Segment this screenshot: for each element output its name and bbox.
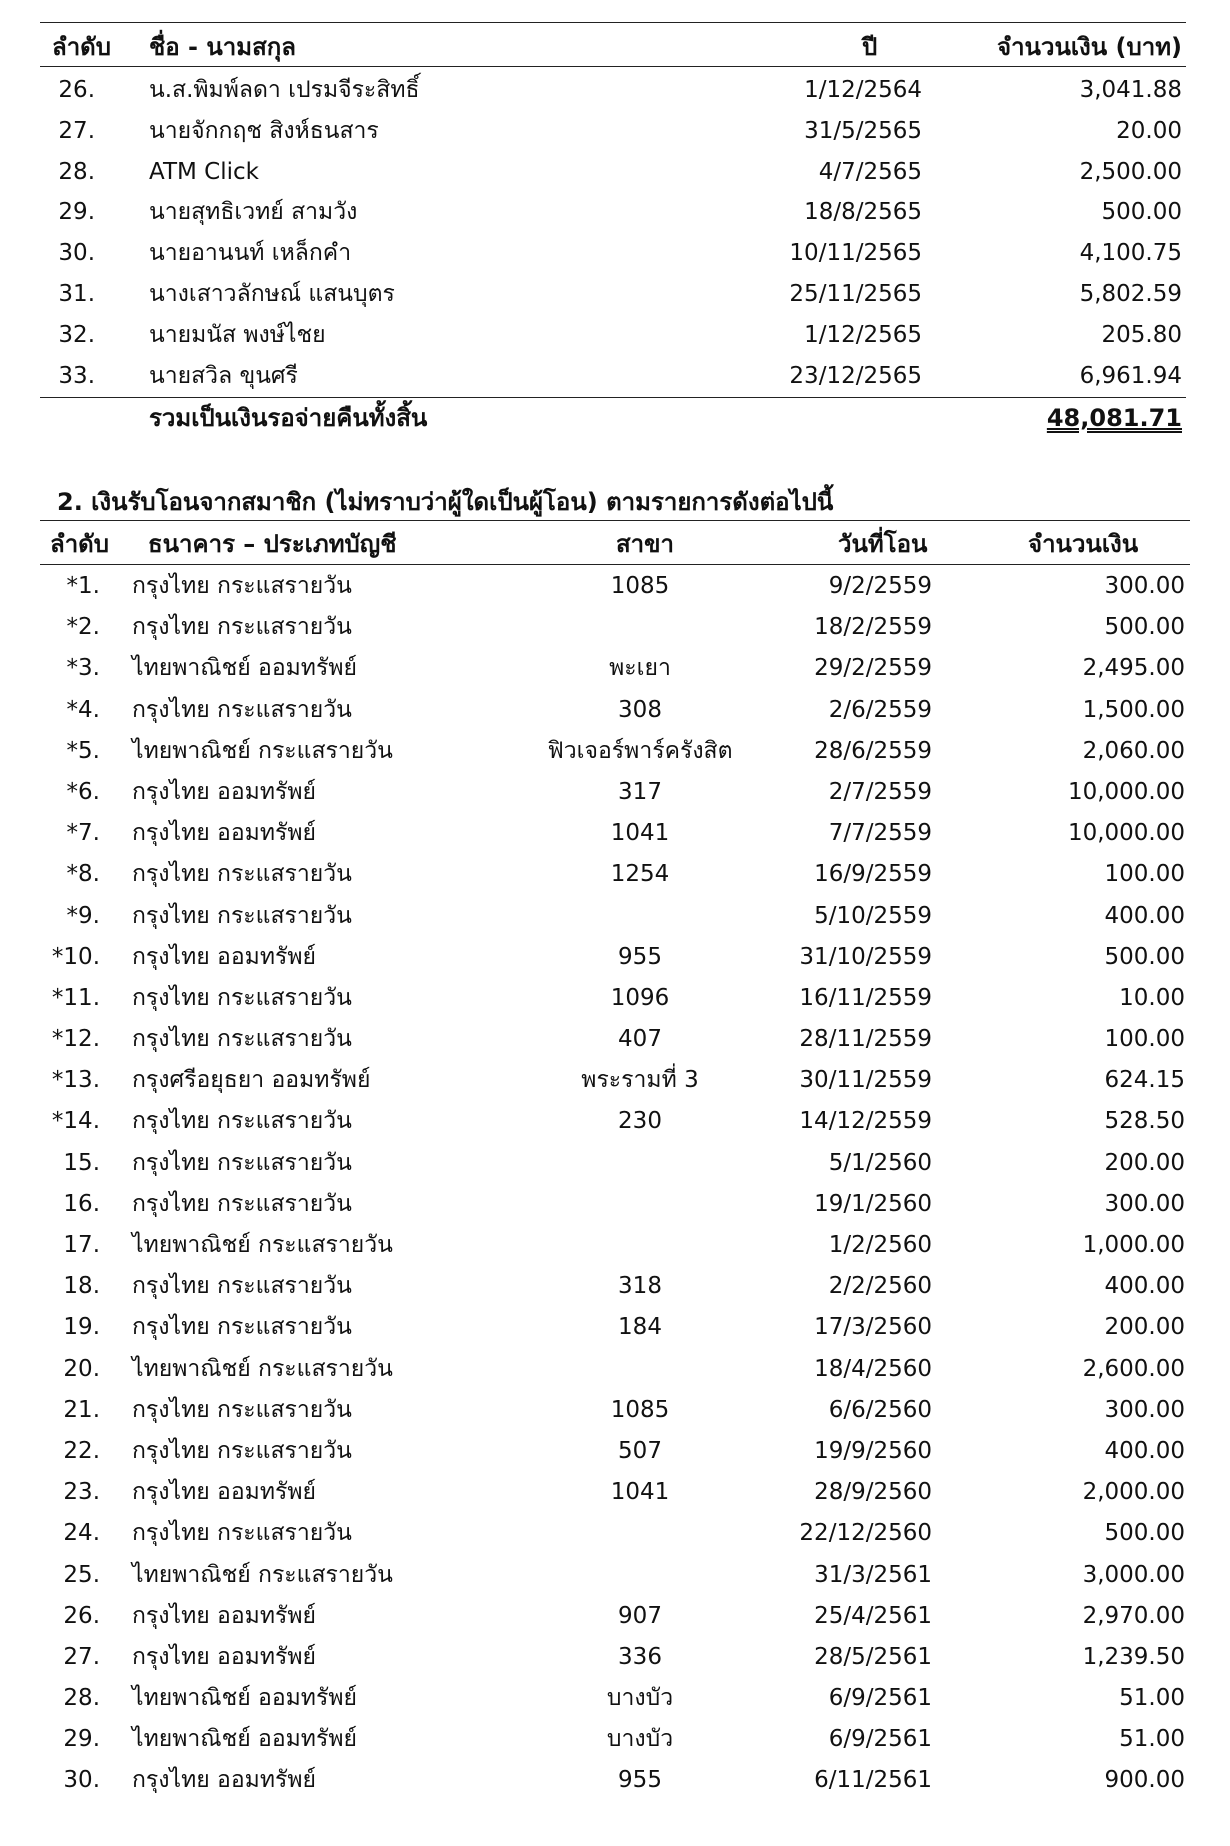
- row-number: *12.: [51, 1026, 100, 1053]
- row-amount: 100.00: [1104, 1026, 1185, 1053]
- member-name: นางเสาวลักษณ์ แสนบุตร: [149, 280, 395, 307]
- table2-row: [0, 1760, 1230, 1801]
- transfer-date: 28/9/2560: [814, 1479, 932, 1506]
- branch: 308: [618, 696, 662, 723]
- row-number: 19.: [63, 1314, 100, 1341]
- transfer-date: 28/5/2561: [814, 1643, 932, 1670]
- row-amount: 10.00: [1119, 984, 1185, 1011]
- transfer-date: 18/4/2560: [814, 1355, 932, 1382]
- transfer-date: 14/12/2559: [799, 1108, 932, 1135]
- branch: 318: [618, 1273, 662, 1300]
- row-amount: 1,000.00: [1082, 1232, 1185, 1258]
- table2-row: [0, 648, 1230, 689]
- row-number: 16.: [63, 1190, 100, 1217]
- table2-header-bank: ธนาคาร – ประเภทบัญชี: [148, 530, 397, 558]
- row-number: 26.: [58, 77, 95, 103]
- table2-row: [0, 772, 1230, 813]
- branch: ฟิวเจอร์พาร์ครังสิต: [547, 737, 733, 764]
- table2-row: [0, 690, 1230, 731]
- table2-row: [0, 566, 1230, 607]
- branch: บางบัว: [606, 1685, 674, 1712]
- transfer-date: 16/11/2559: [799, 984, 932, 1011]
- row-number: 25.: [63, 1561, 100, 1588]
- branch: 1085: [610, 1396, 670, 1423]
- branch: 1254: [610, 861, 670, 888]
- transfer-date: 6/9/2561: [828, 1685, 932, 1712]
- row-date: 23/12/2565: [789, 362, 922, 389]
- row-date: 25/11/2565: [789, 280, 922, 307]
- transfer-date: 31/10/2559: [799, 943, 932, 970]
- row-number: 23.: [63, 1479, 100, 1506]
- bank-account-type: กรุงไทย กระแสรายวัน: [132, 696, 352, 723]
- row-number: *14.: [51, 1108, 100, 1135]
- row-number: 17.: [63, 1232, 100, 1258]
- bank-account-type: กรุงไทย กระแสรายวัน: [132, 1273, 352, 1300]
- row-number: *5.: [66, 737, 100, 764]
- row-amount: 500.00: [1104, 1520, 1185, 1547]
- bank-account-type: กรุงไทย กระแสรายวัน: [132, 984, 352, 1011]
- row-amount: 3,041.88: [1079, 77, 1182, 103]
- row-amount: 900.00: [1104, 1767, 1185, 1794]
- table2-row: [0, 1390, 1230, 1431]
- transfer-date: 2/6/2559: [828, 696, 932, 723]
- table1-body: [0, 70, 1230, 396]
- table1-row: [0, 70, 1230, 111]
- bank-account-type: กรุงไทย กระแสรายวัน: [132, 1108, 352, 1135]
- row-number: *6.: [66, 778, 100, 805]
- branch: 1085: [610, 573, 670, 599]
- row-number: 27.: [58, 117, 95, 144]
- table2-row: [0, 1060, 1230, 1101]
- branch: บางบัว: [606, 1726, 674, 1753]
- table2-row: [0, 1307, 1230, 1348]
- row-number: *7.: [66, 820, 100, 847]
- row-number: 32.: [58, 321, 95, 348]
- member-name: นายอานนท์ เหล็กคำ: [149, 240, 352, 267]
- table2-body: [0, 566, 1230, 1802]
- row-amount: 10,000.00: [1067, 778, 1185, 805]
- bank-account-type: กรุงไทย ออมทรัพย์: [132, 1602, 316, 1629]
- table2-header-no: ลำดับ: [50, 530, 110, 558]
- branch: 507: [618, 1437, 662, 1464]
- transfer-date: 28/11/2559: [799, 1026, 932, 1053]
- transfer-date: 7/7/2559: [828, 820, 932, 847]
- row-number: 27.: [63, 1643, 100, 1670]
- bank-account-type: กรุงไทย กระแสรายวัน: [132, 861, 352, 888]
- bank-account-type: กรุงไทย ออมทรัพย์: [132, 820, 316, 847]
- table1-row: [0, 152, 1230, 193]
- transfer-date: 2/7/2559: [828, 778, 932, 805]
- transfer-date: 1/2/2560: [828, 1232, 932, 1258]
- transfer-date: 6/6/2560: [828, 1396, 932, 1423]
- table1-row: [0, 356, 1230, 397]
- table2-row: [0, 1719, 1230, 1760]
- row-date: 31/5/2565: [804, 117, 922, 144]
- row-amount: 10,000.00: [1067, 820, 1185, 847]
- branch: 1041: [610, 1479, 670, 1506]
- table2-header-date: วันที่โอน: [838, 530, 928, 558]
- table1-bottom-rule: [40, 397, 1186, 398]
- table1-row: [0, 111, 1230, 152]
- row-amount: 6,961.94: [1079, 362, 1182, 389]
- table1-row: [0, 315, 1230, 356]
- bank-account-type: กรุงไทย กระแสรายวัน: [132, 1026, 352, 1053]
- bank-account-type: ไทยพาณิชย์ ออมทรัพย์: [132, 655, 357, 682]
- row-amount: 51.00: [1119, 1726, 1185, 1753]
- table2-row: [0, 1349, 1230, 1390]
- table2-row: [0, 731, 1230, 772]
- transfer-date: 25/4/2561: [814, 1602, 932, 1629]
- transfer-date: 2/2/2560: [828, 1273, 932, 1300]
- section2-title: 2. เงินรับโอนจากสมาชิก (ไม่ทราบว่าผู้ใดเป็นผู้โอน) ตามรายการดังต่อไปนี้: [57, 488, 834, 516]
- table1-header-amount: จำนวนเงิน (บาท): [997, 33, 1182, 61]
- row-amount: 4,100.75: [1079, 240, 1182, 267]
- row-number: *11.: [51, 984, 100, 1011]
- row-number: *4.: [66, 696, 100, 723]
- bank-account-type: ไทยพาณิชย์ กระแสรายวัน: [132, 1232, 393, 1258]
- bank-account-type: กรุงไทย กระแสรายวัน: [132, 573, 352, 599]
- branch: 1041: [610, 820, 670, 847]
- table2-row: [0, 937, 1230, 978]
- branch: 317: [618, 778, 662, 805]
- row-amount: 2,060.00: [1082, 737, 1185, 764]
- row-number: 28.: [63, 1685, 100, 1712]
- transfer-date: 19/9/2560: [814, 1437, 932, 1464]
- transfer-date: 28/6/2559: [814, 737, 932, 764]
- row-date: 4/7/2565: [818, 158, 922, 185]
- member-name: ATM Click: [149, 158, 259, 185]
- branch: 336: [618, 1643, 662, 1670]
- row-number: *9.: [66, 902, 100, 929]
- bank-account-type: กรุงไทย ออมทรัพย์: [132, 1643, 316, 1670]
- table1-total-value: 48,081.71: [1046, 404, 1182, 432]
- row-amount: 1,239.50: [1082, 1643, 1185, 1670]
- row-number: 21.: [63, 1396, 100, 1423]
- table2-row: [0, 854, 1230, 895]
- bank-account-type: กรุงไทย กระแสรายวัน: [132, 1396, 352, 1423]
- table1-header-year: ปี: [862, 33, 878, 61]
- table2-row: [0, 1101, 1230, 1142]
- row-amount: 200.00: [1104, 1314, 1185, 1341]
- row-amount: 300.00: [1104, 1190, 1185, 1217]
- table2-row: [0, 896, 1230, 937]
- branch: 1096: [610, 984, 670, 1011]
- member-name: นายมนัส พงษ์ไชย: [149, 321, 326, 348]
- bank-account-type: ไทยพาณิชย์ กระแสรายวัน: [132, 737, 393, 764]
- table1-header-rule: [40, 66, 1186, 67]
- row-number: 30.: [58, 240, 95, 267]
- table1-header-name: ชื่อ - นามสกุล: [149, 33, 296, 61]
- row-amount: 51.00: [1119, 1685, 1185, 1712]
- table2-row: [0, 1555, 1230, 1596]
- bank-account-type: กรุงไทย ออมทรัพย์: [132, 943, 316, 970]
- transfer-date: 30/11/2559: [799, 1067, 932, 1094]
- branch: พระรามที่ 3: [581, 1067, 699, 1094]
- transfer-date: 19/1/2560: [814, 1190, 932, 1217]
- row-number: 30.: [63, 1767, 100, 1794]
- transfer-date: 17/3/2560: [814, 1314, 932, 1341]
- table2-row: [0, 1143, 1230, 1184]
- row-amount: 500.00: [1104, 614, 1185, 641]
- table2-row: [0, 1596, 1230, 1637]
- branch: 907: [618, 1602, 662, 1629]
- row-number: 26.: [63, 1602, 100, 1629]
- row-number: 31.: [58, 280, 95, 307]
- table1-header-no: ลำดับ: [52, 33, 112, 61]
- table2-row: [0, 1184, 1230, 1225]
- bank-account-type: กรุงไทย กระแสรายวัน: [132, 1149, 352, 1176]
- row-amount: 2,495.00: [1082, 655, 1185, 682]
- transfer-date: 16/9/2559: [814, 861, 932, 888]
- branch: 184: [618, 1314, 662, 1341]
- row-date: 10/11/2565: [789, 240, 922, 267]
- row-number: 29.: [58, 199, 95, 226]
- row-number: *2.: [66, 614, 100, 641]
- row-number: *10.: [51, 943, 100, 970]
- bank-account-type: กรุงไทย กระแสรายวัน: [132, 1190, 352, 1217]
- bank-account-type: กรุงไทย ออมทรัพย์: [132, 778, 316, 805]
- row-amount: 20.00: [1116, 117, 1182, 144]
- table2-row: [0, 1431, 1230, 1472]
- bank-account-type: ไทยพาณิชย์ ออมทรัพย์: [132, 1685, 357, 1712]
- row-date: 18/8/2565: [804, 199, 922, 226]
- row-amount: 2,970.00: [1082, 1602, 1185, 1629]
- row-amount: 5,802.59: [1079, 280, 1182, 307]
- row-number: *13.: [51, 1067, 100, 1094]
- row-number: *3.: [66, 655, 100, 682]
- bank-account-type: กรุงไทย กระแสรายวัน: [132, 1437, 352, 1464]
- table2-row: [0, 1472, 1230, 1513]
- transfer-date: 6/9/2561: [828, 1726, 932, 1753]
- row-number: 24.: [63, 1520, 100, 1547]
- branch: 955: [618, 1767, 662, 1794]
- transfer-date: 29/2/2559: [814, 655, 932, 682]
- branch: พะเยา: [609, 655, 671, 682]
- row-amount: 500.00: [1104, 943, 1185, 970]
- table1-row: [0, 192, 1230, 233]
- member-name: นายสุทธิเวทย์ สามวัง: [149, 199, 358, 226]
- transfer-date: 9/2/2559: [828, 573, 932, 599]
- row-number: *1.: [66, 573, 100, 599]
- transfer-date: 22/12/2560: [799, 1520, 932, 1547]
- transfer-date: 18/2/2559: [814, 614, 932, 641]
- bank-account-type: ไทยพาณิชย์ กระแสรายวัน: [132, 1561, 393, 1588]
- row-number: 18.: [63, 1273, 100, 1300]
- row-amount: 100.00: [1104, 861, 1185, 888]
- table2-row: [0, 1019, 1230, 1060]
- bank-account-type: ไทยพาณิชย์ กระแสรายวัน: [132, 1355, 393, 1382]
- bank-account-type: กรุงไทย กระแสรายวัน: [132, 1314, 352, 1341]
- row-amount: 528.50: [1104, 1108, 1185, 1135]
- bank-account-type: กรุงศรีอยุธยา ออมทรัพย์: [132, 1067, 371, 1094]
- table2-row: [0, 607, 1230, 648]
- transfer-date: 6/11/2561: [814, 1767, 932, 1794]
- row-number: 22.: [63, 1437, 100, 1464]
- row-number: 33.: [58, 362, 95, 389]
- table2-header-amount: จำนวนเงิน: [1028, 530, 1139, 558]
- table2-header-branch: สาขา: [616, 530, 675, 558]
- table2-row: [0, 978, 1230, 1019]
- member-name: นายสวิล ขุนศรี: [149, 362, 298, 389]
- transfer-date: 5/1/2560: [828, 1149, 932, 1176]
- table2-header-rule: [40, 564, 1190, 565]
- bank-account-type: กรุงไทย ออมทรัพย์: [132, 1479, 316, 1506]
- branch: 407: [618, 1026, 662, 1053]
- table1-row: [0, 274, 1230, 315]
- row-date: 1/12/2565: [804, 321, 922, 348]
- row-amount: 400.00: [1104, 902, 1185, 929]
- table1-row: [0, 233, 1230, 274]
- row-amount: 300.00: [1104, 573, 1185, 599]
- table2-row: [0, 1637, 1230, 1678]
- transfer-date: 5/10/2559: [814, 902, 932, 929]
- member-name: น.ส.พิมพ์ลดา เปรมจีระสิทธิ์: [149, 77, 420, 103]
- table1-top-rule: [40, 22, 1186, 23]
- row-date: 1/12/2564: [804, 77, 922, 103]
- branch: 230: [618, 1108, 662, 1135]
- row-number: 15.: [63, 1149, 100, 1176]
- bank-account-type: กรุงไทย กระแสรายวัน: [132, 1520, 352, 1547]
- row-amount: 624.15: [1104, 1067, 1185, 1094]
- bank-account-type: กรุงไทย กระแสรายวัน: [132, 902, 352, 929]
- row-amount: 400.00: [1104, 1437, 1185, 1464]
- row-amount: 2,000.00: [1082, 1479, 1185, 1506]
- row-amount: 200.00: [1104, 1149, 1185, 1176]
- table2-row: [0, 1225, 1230, 1266]
- bank-account-type: กรุงไทย ออมทรัพย์: [132, 1767, 316, 1794]
- table2-row: [0, 1513, 1230, 1554]
- row-amount: 3,000.00: [1082, 1561, 1185, 1588]
- row-amount: 300.00: [1104, 1396, 1185, 1423]
- table2-row: [0, 1266, 1230, 1307]
- branch: 955: [618, 943, 662, 970]
- table2-row: [0, 1678, 1230, 1719]
- bank-account-type: กรุงไทย กระแสรายวัน: [132, 614, 352, 641]
- member-name: นายจักกฤช สิงห์ธนสาร: [149, 117, 379, 144]
- row-number: 20.: [63, 1355, 100, 1382]
- transfer-date: 31/3/2561: [814, 1561, 932, 1588]
- table2-row: [0, 813, 1230, 854]
- row-amount: 205.80: [1101, 321, 1182, 348]
- row-number: 28.: [58, 158, 95, 185]
- row-amount: 2,600.00: [1082, 1355, 1185, 1382]
- bank-account-type: ไทยพาณิชย์ ออมทรัพย์: [132, 1726, 357, 1753]
- table2-top-rule: [40, 520, 1190, 521]
- row-amount: 500.00: [1101, 199, 1182, 226]
- row-amount: 400.00: [1104, 1273, 1185, 1300]
- row-number: 29.: [63, 1726, 100, 1753]
- row-number: *8.: [66, 861, 100, 888]
- table1-total-label: รวมเป็นเงินรอจ่ายคืนทั้งสิ้น: [149, 404, 428, 432]
- row-amount: 1,500.00: [1082, 696, 1185, 723]
- row-amount: 2,500.00: [1079, 158, 1182, 185]
